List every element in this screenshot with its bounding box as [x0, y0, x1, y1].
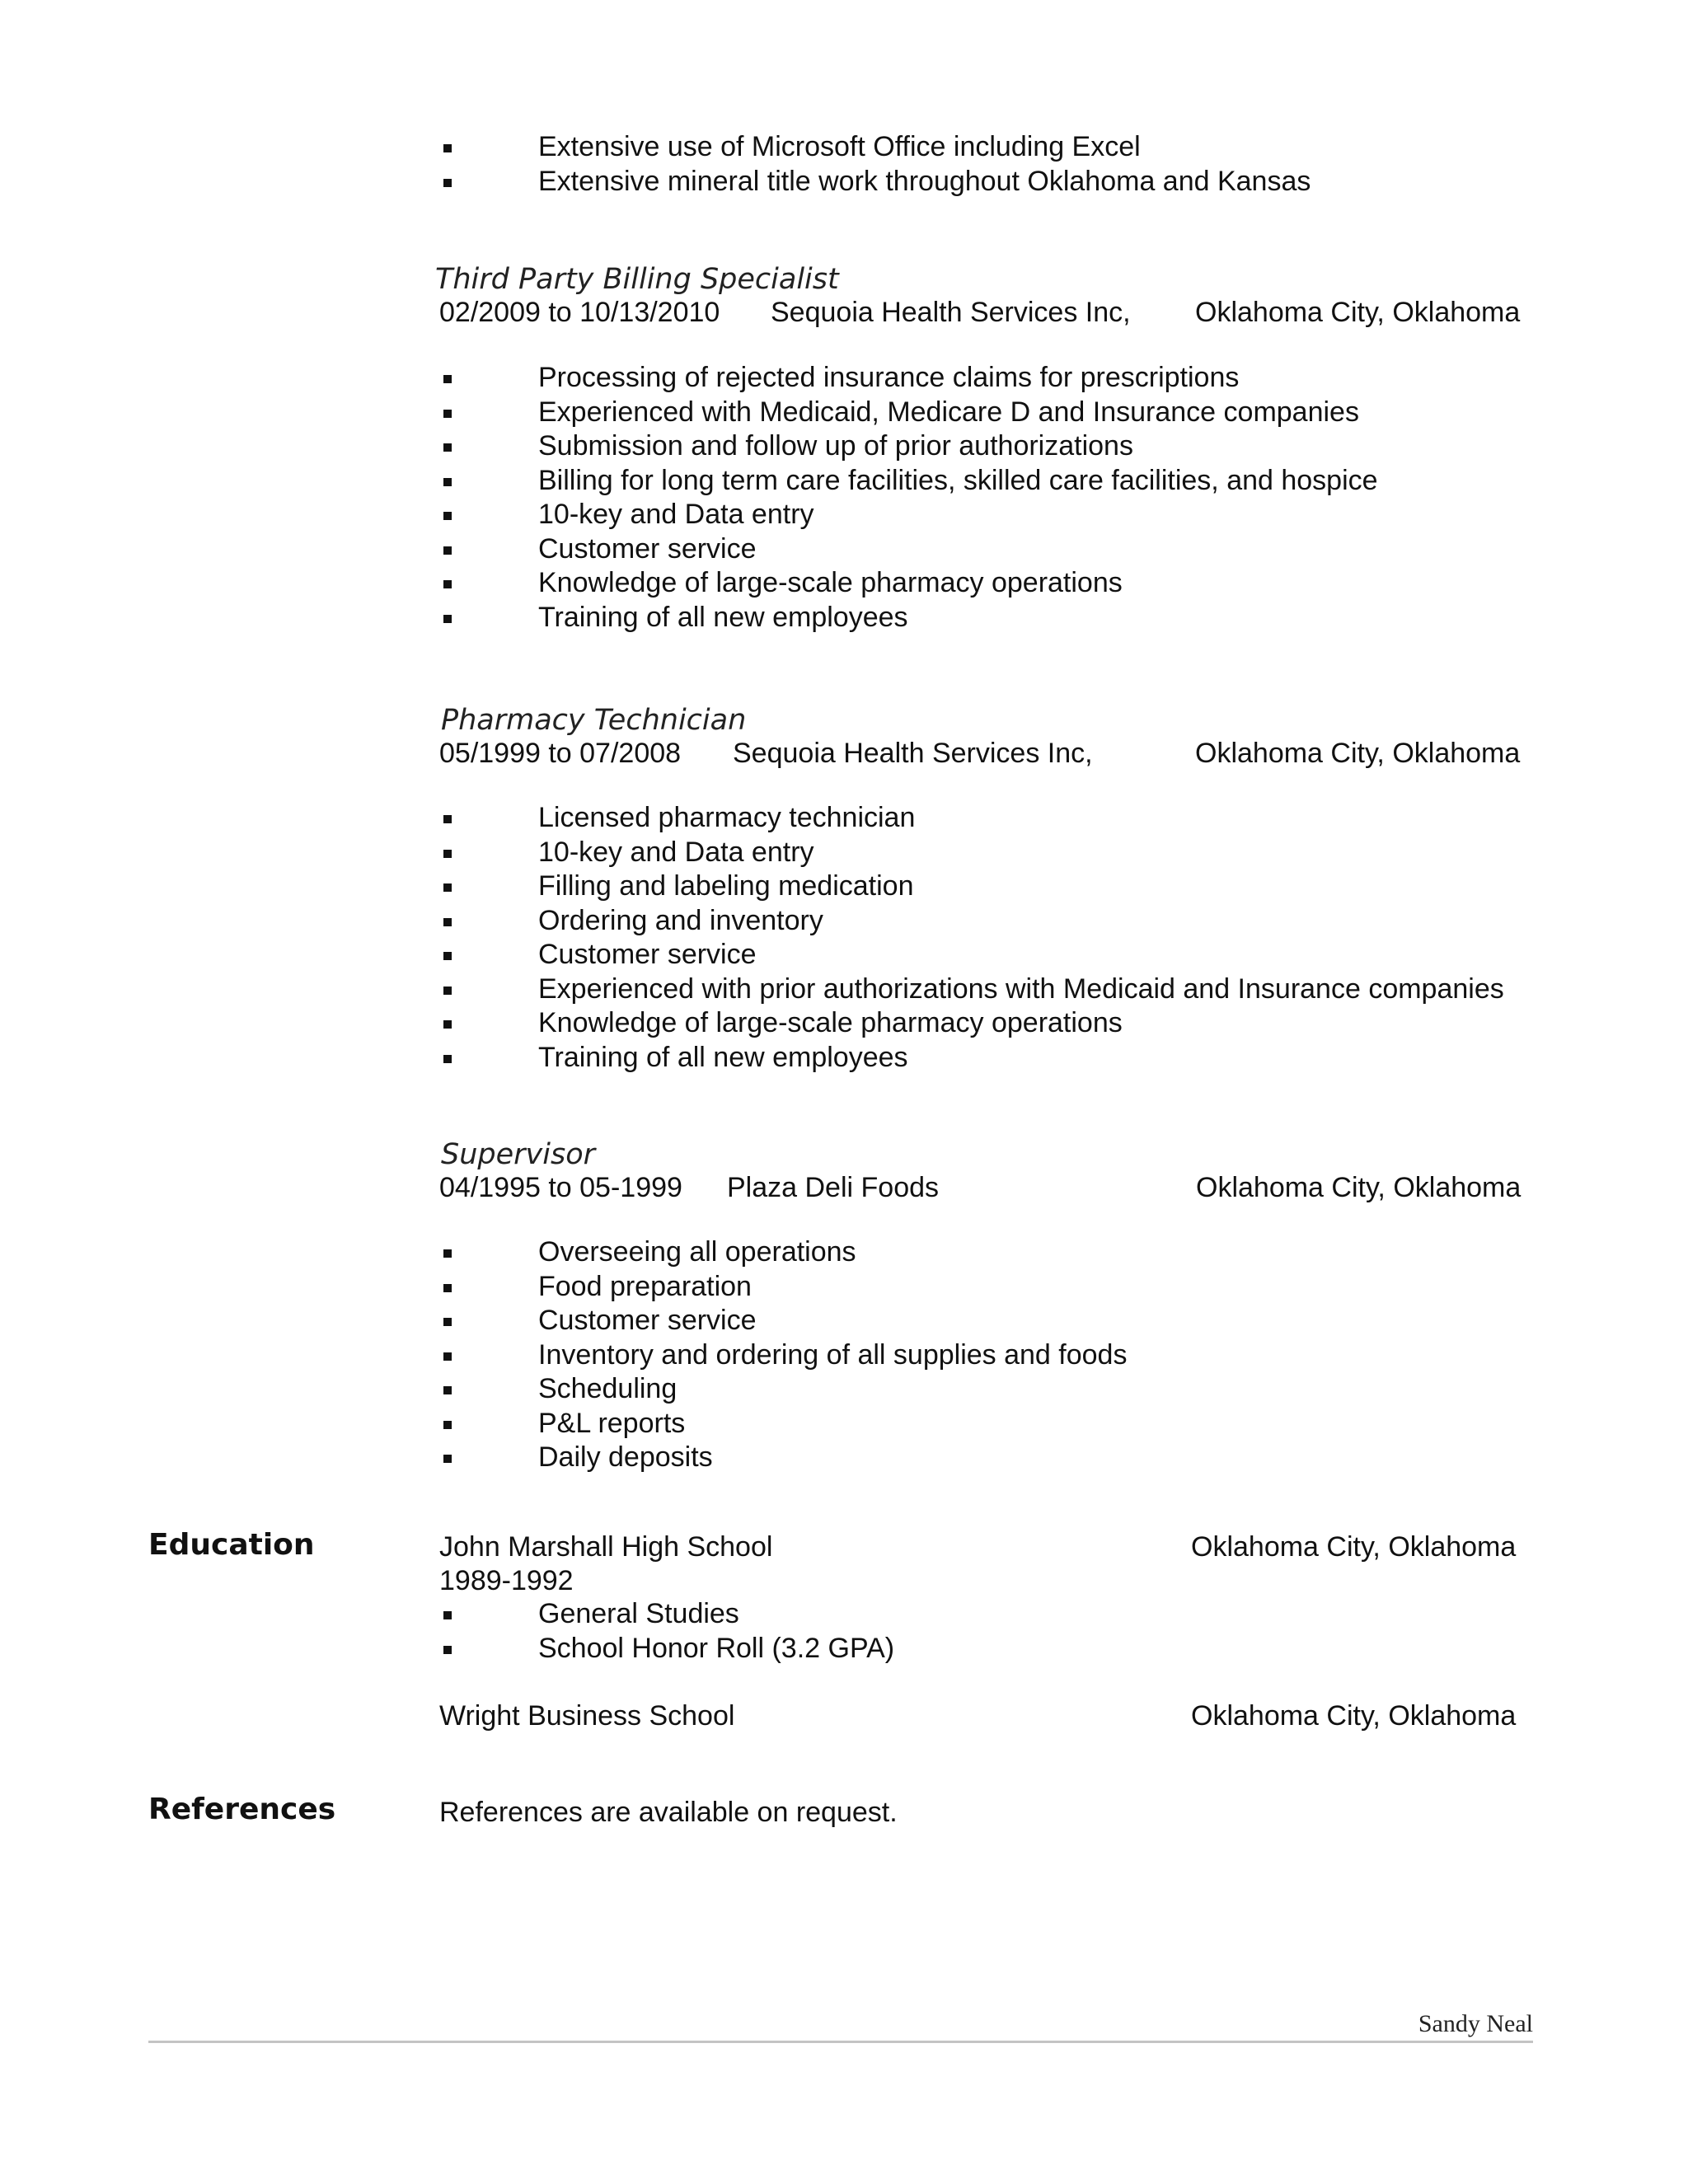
list-item	[439, 532, 1378, 567]
job-employer: Plaza Deli Foods	[727, 1172, 940, 1203]
list-item	[439, 904, 1504, 939]
job-employer: Sequoia Health Services Inc,	[733, 738, 1093, 769]
list-item-text: General Studies	[538, 1598, 739, 1629]
references-text: References are available on request.	[439, 1797, 898, 1828]
bullet-icon	[443, 478, 452, 486]
list-item-text: Overseeing all operations	[538, 1236, 856, 1268]
list-item-text: Training of all new employees	[538, 601, 908, 633]
list-item	[439, 1441, 1127, 1475]
bullet-icon	[443, 443, 452, 452]
school-name: John Marshall High School	[439, 1531, 773, 1563]
list-item	[439, 836, 1504, 870]
list-item-text: 10-key and Data entry	[538, 499, 814, 530]
list-item	[439, 601, 1378, 635]
list-item	[439, 801, 1504, 836]
job-dates: 05/1999 to 07/2008	[439, 738, 682, 769]
bullet-icon	[443, 546, 452, 555]
list-item	[439, 1632, 894, 1666]
bullet-icon	[443, 1055, 452, 1063]
list-item	[439, 1041, 1504, 1076]
list-item-text: Billing for long term care facilities, skilled care facilities, and hospice	[538, 464, 1378, 496]
list-item	[439, 938, 1504, 972]
list-item	[439, 1270, 1127, 1305]
bullet-icon	[443, 1249, 452, 1258]
bullet-icon	[443, 410, 452, 418]
footer-name: Sandy Neal	[1418, 2010, 1533, 2037]
job-location: Oklahoma City, Oklahoma	[1196, 1172, 1522, 1203]
bullet-icon	[443, 1020, 452, 1029]
job-bullet-list	[439, 361, 1378, 635]
list-item-text: Extensive mineral title work throughout Oklahoma and Kansas	[538, 165, 1311, 197]
list-item-text: Customer service	[538, 1305, 757, 1336]
list-item	[439, 1597, 894, 1632]
list-item	[439, 1372, 1127, 1407]
education-heading: Education	[148, 1528, 315, 1562]
bullet-icon	[443, 815, 452, 823]
school-location: Oklahoma City, Oklahoma	[1191, 1700, 1517, 1732]
list-item	[439, 566, 1378, 601]
list-item-text: Processing of rejected insurance claims for prescriptions	[538, 362, 1240, 393]
school-location: Oklahoma City, Oklahoma	[1191, 1531, 1517, 1563]
bullet-icon	[443, 1421, 452, 1429]
job-title: Pharmacy Technician	[441, 704, 747, 737]
list-item-text: Inventory and ordering of all supplies and foods	[538, 1338, 1128, 1371]
list-item-text: Submission and follow up of prior authorizations	[538, 430, 1133, 462]
list-item	[439, 1006, 1504, 1041]
list-item	[439, 972, 1504, 1007]
bullet-icon	[443, 952, 452, 960]
list-item-text: Food preparation	[538, 1270, 752, 1302]
job-location: Oklahoma City, Oklahoma	[1195, 738, 1521, 769]
bullet-icon	[443, 987, 452, 995]
list-item-text: Knowledge of large-scale pharmacy operations	[538, 567, 1123, 598]
list-item	[439, 396, 1378, 430]
list-item-text: Experienced with Medicaid, Medicare D and Insurance companies	[538, 396, 1359, 428]
list-item-text: Knowledge of large-scale pharmacy operations	[538, 1007, 1123, 1038]
bullet-icon	[443, 615, 452, 623]
list-item	[439, 1407, 1127, 1441]
list-item-text: Experienced with prior authorizations with Medicaid and Insurance companies	[538, 972, 1504, 1005]
bullet-icon	[443, 580, 452, 588]
list-item	[439, 361, 1378, 396]
list-item-text: Licensed pharmacy technician	[538, 802, 916, 833]
list-item	[439, 1304, 1127, 1338]
bullet-icon	[443, 1318, 452, 1326]
job-dates: 04/1995 to 05-1999	[439, 1172, 682, 1203]
bullet-icon	[443, 512, 452, 520]
list-item-text: Scheduling	[538, 1373, 678, 1404]
bullet-icon	[443, 1352, 452, 1361]
job-dates: 02/2009 to 10/13/2010	[439, 297, 720, 328]
footer-divider	[148, 2041, 1533, 2043]
school-bullet-list	[439, 1597, 894, 1666]
list-item	[439, 869, 1504, 904]
list-item	[439, 429, 1378, 464]
list-item-text: Extensive use of Microsoft Office including Excel	[538, 131, 1141, 162]
references-heading: References	[148, 1793, 336, 1826]
bullet-icon	[443, 1611, 452, 1619]
list-item	[439, 165, 1311, 199]
list-item-text: Customer service	[538, 532, 757, 565]
bullet-icon	[443, 1284, 452, 1292]
list-item-text: Daily deposits	[538, 1441, 713, 1473]
list-item	[439, 1235, 1127, 1270]
job-bullet-list	[439, 801, 1504, 1075]
list-item-text: Customer service	[538, 939, 757, 970]
list-item	[439, 498, 1378, 532]
bullet-icon	[443, 918, 452, 926]
bullet-icon	[443, 375, 452, 383]
list-item-text: Training of all new employees	[538, 1041, 908, 1073]
list-item	[439, 130, 1311, 165]
bullet-icon	[443, 179, 452, 187]
job-employer: Sequoia Health Services Inc,	[771, 297, 1131, 328]
bullet-icon	[443, 883, 452, 892]
list-item-text: Ordering and inventory	[538, 904, 823, 936]
intro-bullet-list	[439, 130, 1311, 199]
list-item-text: School Honor Roll (3.2 GPA)	[538, 1632, 895, 1664]
job-title: Supervisor	[441, 1138, 596, 1171]
list-item-text: P&L reports	[538, 1407, 686, 1439]
bullet-icon	[443, 1646, 452, 1654]
job-location: Oklahoma City, Oklahoma	[1195, 297, 1521, 328]
job-title: Third Party Billing Specialist	[435, 263, 839, 296]
list-item-text: 10-key and Data entry	[538, 836, 814, 868]
list-item-text: Filling and labeling medication	[538, 870, 914, 902]
job-bullet-list	[439, 1235, 1127, 1475]
list-item	[439, 1338, 1127, 1373]
list-item	[439, 464, 1378, 499]
school-years: 1989-1992	[439, 1565, 574, 1596]
bullet-icon	[443, 850, 452, 858]
bullet-icon	[443, 1455, 452, 1463]
bullet-icon	[443, 144, 452, 152]
bullet-icon	[443, 1386, 452, 1394]
school-name: Wright Business School	[439, 1700, 735, 1732]
